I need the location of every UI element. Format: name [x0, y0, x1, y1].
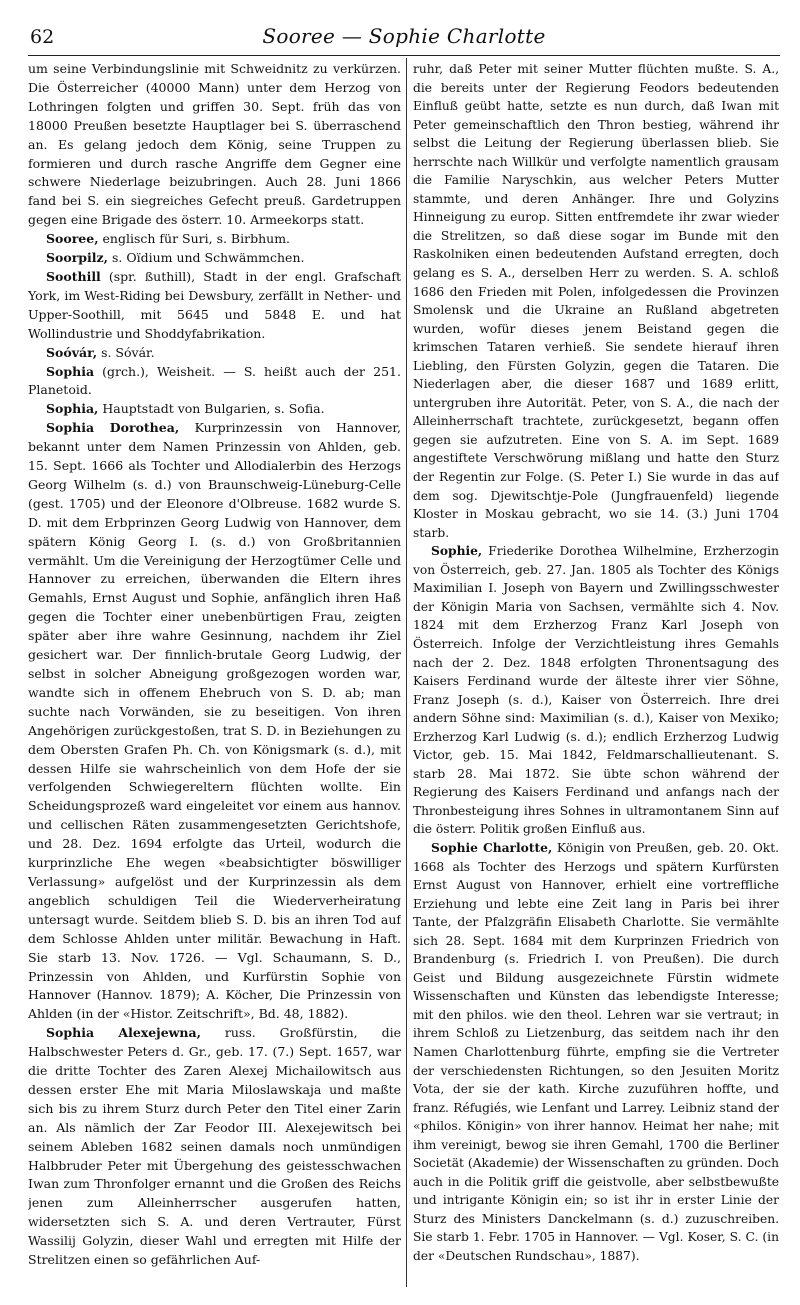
- entry-headword: Sophia,: [46, 401, 99, 417]
- entry-headword: Soothill: [46, 268, 101, 284]
- column-divider: [406, 58, 407, 1287]
- entry-body: Königin von Preußen, geb. 20. Okt. 1668 als Tochter des Herzogs und spätern Kurfürsten Ernst August von Hannover, erhielt eine vortreffliche Erziehung und lebte eine Zeit lang in Paris bei ihrer Tante, der Pfalzgräfin Elisabeth Charlotte. Sie vermählte sich 28. Sept. 1684 mit dem Kurprinzen Friedrich von Brandenburg (s. Friedrich I. von Preußen). Die durch Geist und Bildung ausgezeichnete Fürstin widmete Wissenschaften und Künsten das lebendigste Interesse; mit den philos. wie den theol. Lehren war sie vertraut; in ihrem Schloß zu Lietzenburg, das seitdem nach ihr den Namen Charlottenburg führte, empfing sie die Vertreter der verschiedensten Richtungen, so den Jesuiten Moritz Vota, der sie der kath. Kirche zuzuführen hoffte, und franz. Réfugiés, wie Lenfant und Larrey. Leibniz stand der «philos. Königin» von ihrer hannov. Heimat her nahe; mit ihm vereinigt, bewog sie ihren Gemahl, 1700 die Berliner Societät (Akademie) der Wissenschaften zu gründen. Doch auch in die Politik griff die geistvolle, aber selbstbewußte und intrigante Königin ein; so ist ihr in erster Linie der Sturz des Ministers Danckelmann (s. d.) zuzuschreiben. Sie starb 1. Febr. 1705 in Hannover. — Vgl. Koser, S. C. (in der «Deutschen Rundschau», 1887).: [413, 840, 779, 1263]
- continued-text: [28, 60, 401, 230]
- left-column: [28, 60, 401, 1295]
- entry-body: russ. Großfürstin, die Halbschwester Peters d. Gr., geb. 17. (7.) Sept. 1657, war die dritte Tochter des Zaren Alexej Michailowitsch aus dessen erster Ehe mit Maria Miloslawskaja und maßte sich bis zu ihrem Sturz durch Peter den Titel einer Zarin an. Als nämlich der Zar Feodor III. Alexejewitsch bei seinem Ableben 1682 seinen damals noch unmündigen Halbbruder Peter mit Übergehung des geistesschwachen Iwan zum Thronfolger ernannt und die Großen des Reichs jenen zum Alleinherrscher ausgerufen hatten, widersetzten sich S. A. und deren Vertrauter, Fürst Wassilij Golyzin, dieser Wahl und erregten mit Hilfe der Strelitzen einen so gefährlichen Auf-: [28, 1025, 401, 1268]
- entry-headword: Soóvár,: [46, 344, 98, 360]
- entry-body: (grch.), Weisheit. — S. heißt auch der 251. Planetoid.: [28, 363, 401, 398]
- continued-text: [413, 60, 779, 542]
- dictionary-entry: [28, 400, 401, 419]
- entry-body: (spr. ßuthill), Stadt in der engl. Grafschaft York, im West-Riding bei Dewsbury, zerfällt in Nether- und Upper-Soothill, mit 5645 und 5848 E. und hat Wollindustrie und Shoddyfabrikation.: [28, 268, 401, 341]
- dictionary-entry: [413, 839, 779, 1266]
- entry-headword: Sophie,: [431, 543, 483, 559]
- dictionary-entry: [413, 542, 779, 839]
- entry-body: Hauptstadt von Bulgarien, s. Sofia.: [98, 401, 325, 417]
- entry-body: Kurprinzessin von Hannover, bekannt unter dem Namen Prinzessin von Ahlden, geb. 15. Sept. 1666 als Tochter und Allodialerbin des Herzogs Georg Wilhelm (s. d.) von Braunschweig-Lüneburg-Celle (gest. 1705) und der Eleonore d'Olbreuse. 1682 wurde S. D. mit dem Erbprinzen Georg Ludwig von Hannover, dem spätern König Georg I. (s. d.) von Großbritannien vermählt. Um die Vereinigung der Herzogtümer Celle und Hannover zu erreichen, überwanden die Eltern ihres Gemahls, Ernst August und Sophie, anfänglich ihren Haß gegen die Tochter einer unebenbürtigen Frau, zeigten später aber ihre wahre Gesinnung, nachdem ihr Ziel gesichert war. Der finnlich-brutale Georg Ludwig, der selbst in solcher Abneigung großgezogen worden war, wandte sich in offenem Ehebruch von S. D. ab; man suchte nach Vorwänden, sie zu beseitigen. Von ihren Angehörigen zurückgestoßen, trat S. D. in Beziehungen zu dem Obersten Grafen Ph. Ch. von Königsmark (s. d.), mit dessen Hilfe sie wahrscheinlich von dem Hofe der sie verfolgenden Schwiegereltern flüchten wollte. Ein Scheidungsprozeß ward eingeleitet vor einem aus hannov. und cellischen Räten zusammengesetzten Gerichtshofe, und 28. Dez. 1694 erfolgte das Urteil, wodurch die kurprinzliche Ehe wegen «beabsichtigter böswilliger Verlassung» aufgelöst und der Kurprinzessin als dem angeblich schuldigen Teil die Wiederverheiratung untersagt wurde. Seitdem blieb S. D. bis an ihren Tod auf dem Schlosse Ahlden unter militär. Bewachung in Haft. Sie starb 13. Nov. 1726. — Vgl. Schaumann, S. D., Prinzessin von Ahlden, und Kurfürstin Sophie von Hannover (Hannov. 1879); A. Köcher, Die Prinzessin von Ahlden (in der «Histor. Zeitschrift», Bd. 48, 1882).: [28, 420, 401, 1022]
- entry-body: englisch für Suri, s. Birbhum.: [98, 231, 291, 247]
- dictionary-entry: [28, 363, 401, 401]
- dictionary-entry: [28, 230, 401, 249]
- running-head: Sooree — Sophie Charlotte: [262, 24, 546, 48]
- dictionary-entry: [28, 344, 401, 363]
- right-column: [413, 60, 779, 1295]
- dictionary-entry: [28, 268, 401, 344]
- dictionary-entry: [28, 249, 401, 268]
- entry-headword: Sophia Alexejewna,: [46, 1025, 201, 1041]
- page-number: 62: [30, 26, 55, 48]
- entry-headword: Sophia Dorothea,: [46, 420, 180, 436]
- dictionary-entry: [28, 419, 401, 1024]
- entry-headword: Sophia: [46, 363, 95, 379]
- entry-body: s. Oïdium und Schwämmchen.: [107, 250, 305, 266]
- page-header: [28, 12, 780, 52]
- entry-body: Friederike Dorothea Wilhelmine, Erzherzogin von Österreich, geb. 27. Jan. 1805 als Tochter des Königs Maximilian I. Joseph von Bayern und Zwillingsschwester der Königin Maria von Sachsen, vermählte sich 4. Nov. 1824 mit dem Erzherzog Franz Karl Joseph von Österreich. Infolge der Verzichtleistung ihres Gemahls nach der 2. Dez. 1848 erfolgten Thronentsagung des Kaisers Ferdinand wurde der älteste ihrer vier Söhne, Franz Joseph (s. d.), Kaiser von Österreich. Ihre drei andern Söhne sind: Maximilian (s. d.), Kaiser von Mexiko; Erzherzog Karl Ludwig (s. d.); endlich Erzherzog Ludwig Victor, geb. 15. Mai 1842, Feldmarschallieutenant. S. starb 28. Mai 1872. Sie übte schon während der Regierung des Kaisers Ferdinand und anfangs nach der Thronbesteigung ihres Sohnes in ultramontanem Sinn auf die österr. Politik großen Einfluß aus.: [413, 544, 779, 837]
- header-rule: [28, 55, 780, 56]
- dictionary-entry: [28, 1024, 401, 1270]
- entry-body: ruhr, daß Peter mit seiner Mutter flüchten mußte. S. A., die bereits unter der Regierung Feodors bedeutenden Einfluß geübt hatte, setzte es nun durch, daß Iwan mit Peter gemeinschaftlich den Thron bestieg, während ihr selbst die Leitung der Regierung überlassen blieb. Sie herrschte nach Willkür und verfolgte namentlich grausam die Familie Naryschkin, aus welcher Peters Mutter stammte, und deren Anhänger. Ihre und Golyzins Hinneigung zu europ. Sitten entfremdete ihr zwar wieder die Strelitzen, so daß diese sogar im Bunde mit den Raskolniken einen bedeutenden Aufstand erregten, doch gelang es S. A., derselben Herr zu werden. S. A. schloß 1686 den Frieden mit Polen, infolgedessen die Provinzen Smolensk und die Ukraine an Rußland abgetreten wurden, wofür dieses jenem Beistand gegen die krimschen Tataren verhieß. Sie sendete hierauf ihren Liebling, den Fürsten Golyzin, gegen die Tataren. Die Niederlagen aber, die dieser 1687 und 1689 erlitt, untergruben ihre Autorität. Peter, von S. A., die nach der Alleinherrschaft trachtete, zurückgesetzt, begann offen gegen sie aufzutreten. Eine von S. A. im Sept. 1689 angestiftete Verschwörung mißlang und hatte den Sturz der Regentin zur Folge. (S. Peter I.) Sie wurde in das auf dem sog. Djewitschtje-Pole (Jungfrauenfeld) liegende Kloster in Moskau gebracht, wo sie 14. (3.) Juni 1704 starb.: [413, 62, 779, 540]
- entry-headword: Sooree,: [46, 231, 99, 247]
- entry-headword: Sophie Charlotte,: [431, 839, 553, 855]
- entry-headword: Soorpilz,: [46, 250, 108, 266]
- entry-body: s. Sóvár.: [97, 344, 155, 360]
- entry-body: um seine Verbindungslinie mit Schweidnitz zu verkürzen. Die Österreicher (40000 Mann) unter dem Herzog von Lothringen folgten und griffen 30. Sept. früh das von 18000 Preußen besetzte Hauptlager bei S. überraschend an. Es gelang jedoch dem König, seine Truppen zu formieren und durch rasche Angriffe dem Gegner eine schwere Niederlage beizubringen. Auch 28. Juni 1866 fand bei S. ein siegreiches Gefecht preuß. Gardetruppen gegen eine Brigade des österr. 10. Armeekorps statt.: [28, 61, 401, 228]
